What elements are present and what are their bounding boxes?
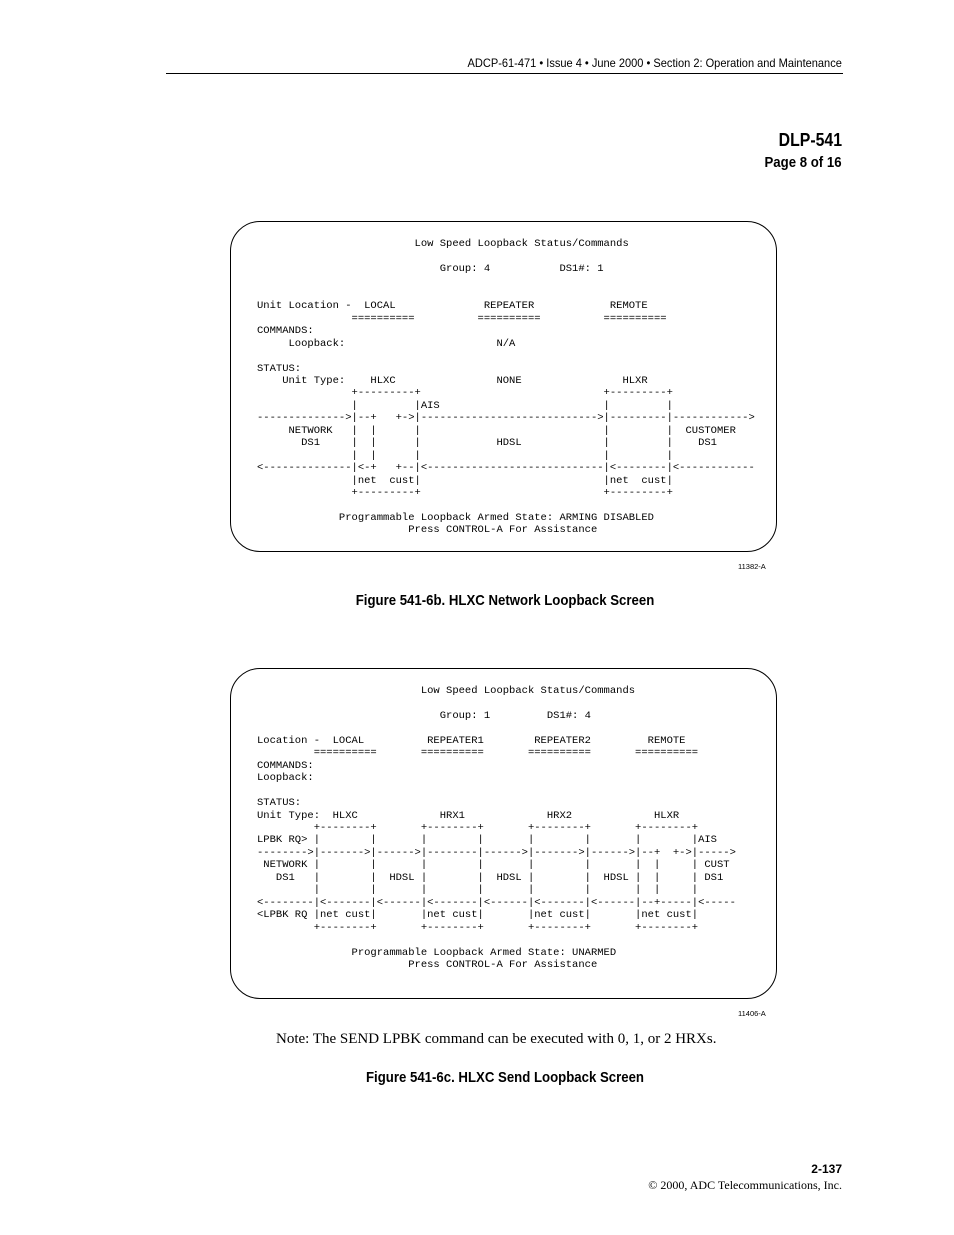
page-number: 2-137	[811, 1162, 842, 1176]
figure-caption: Figure 541-6b. HLXC Network Loopback Screen	[355, 592, 655, 609]
page-of: Page 8 of 16	[764, 154, 842, 171]
terminal-screen-hlxc-send-loopback	[230, 668, 777, 999]
header-running-title: ADCP-61-471 • Issue 4 • June 2000 • Section 2: Operation and Maintenance	[467, 56, 842, 70]
note-text: Note: The SEND LPBK command can be executed with 0, 1, or 2 HRXs.	[276, 1031, 717, 1047]
copyright: © 2000, ADC Telecommunications, Inc.	[648, 1178, 842, 1192]
figure-caption: Figure 541-6c. HLXC Send Loopback Screen	[365, 1069, 645, 1086]
dlp-number: DLP-541	[778, 130, 842, 150]
header-rule	[166, 73, 843, 74]
terminal-screen-hlxc-network-loopback	[230, 221, 777, 552]
screen-id: 11382-A	[738, 562, 766, 571]
terminal-text: Low Speed Loopback Status/Commands Group: 1 DS1#: 4 Location - LOCAL REPEATER1 REPEATER2 REMOTE ========== ========== ========== ========== COMMANDS: Loopback: STATUS: Unit Type: HLXC HRX1 HRX2 HLXR +--------+ +--------+ +--------+ +--------+ LPBK RQ> | | | | | | | |AIS -------->|------->|------>|--------|------>|------->|------>|--+ +->|-----> NETWORK | | | | | | | | | CUST DS1 | | HDSL | | HDSL | | HDSL | | | DS1 | | | | | | | | | <--------|<-------|<------|<-------|<------|<-------|<------|--+-----|<----- <LPBK RQ |net cust| |net cust| |net cust| |net cust| +--------+ +--------+ +--------+ +--------+ Programmable Loopback Armed State: UNARMED Press CONTROL-A For Assistance	[257, 685, 736, 971]
terminal-text: Low Speed Loopback Status/Commands Group: 4 DS1#: 1 Unit Location - LOCAL REPEATER REMOTE ========== ========== ========== COMMANDS: Loopback: N/A STATUS: Unit Type: HLXC NONE HLXR +---------+ +---------+ | |AIS | | -------------->|--+ +->|---------------------------->|---------|------------> NETWORK | | | | | CUSTOMER DS1 | | | HDSL | | DS1 | | | | | <--------------|<-+ +--|<----------------------------|<--------|<------------ |net cust| |net cust| +---------+ +---------+ Programmable Loopback Armed State: ARMING DISABLED Press CONTROL-A For Assistance	[257, 238, 755, 537]
screen-id: 11406-A	[738, 1009, 766, 1018]
